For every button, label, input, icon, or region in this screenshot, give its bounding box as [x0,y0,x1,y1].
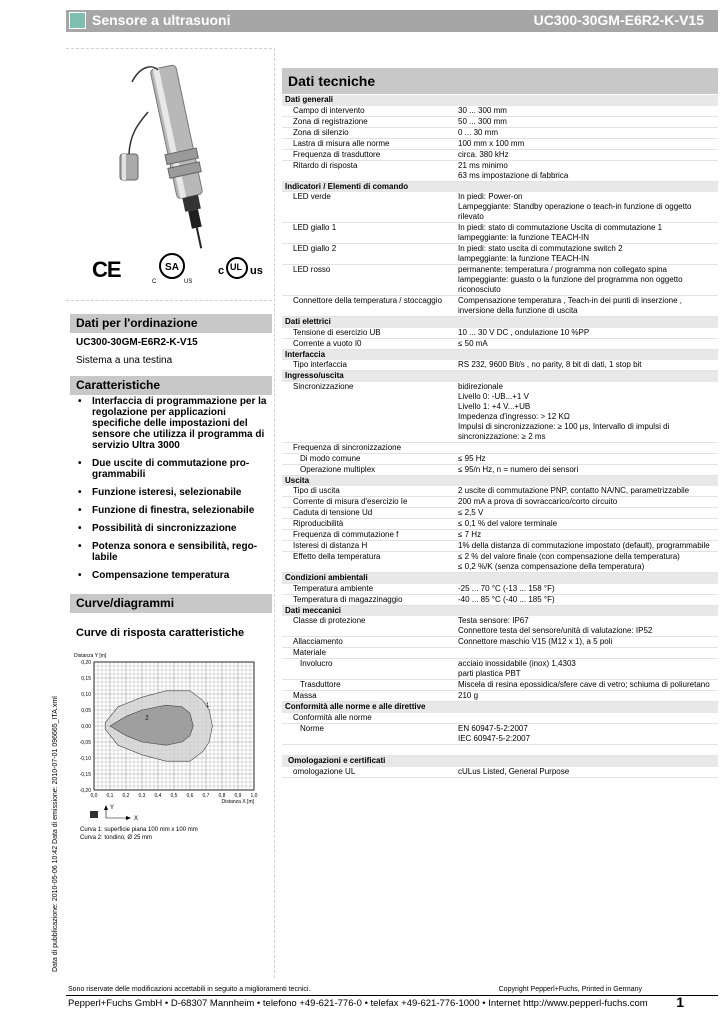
tech-row-value: 0 ... 30 mm [458,127,499,137]
tech-row-value: 210 g [458,691,479,700]
tech-row-label: LED giallo 1 [293,223,337,232]
feature-item: • Funzione isteresi, selezionabile [76,487,272,498]
tech-row [282,339,718,350]
tech-row-value: -40 ... 85 °C (-40 ... 185 °F) [458,594,555,604]
tech-row-value: -25 ... 70 °C (-13 ... 158 °F) [458,583,555,593]
tech-row-value: ≤ 2,5 V [458,508,484,517]
tech-group-title: Dati meccanici [282,606,718,617]
tech-row [282,552,718,573]
approvals-heading: Omologazioni e certificati [282,755,718,767]
tech-row-value [458,713,718,723]
tech-row-value: 2 uscite di commutazione PNP, contatto NA/NC, parametrizzabile [458,486,690,495]
tech-row-label: LED verde [293,192,331,201]
tech-row [282,139,718,150]
tech-heading: Dati tecniche [282,68,718,94]
tech-row-label: Isteresi di distanza H [293,541,368,550]
tech-row-label: Zona di silenzio [293,127,349,137]
feature-item: • Due uscite di commutazione pro-grammabili [76,458,272,480]
y-tick-label: -0,10 [79,756,91,762]
y-tick-label: 0,15 [81,676,91,682]
tech-row-label: Tipo di uscita [293,486,340,495]
footer-copyright: Copyright Pepperl+Fuchs, Printed in Germany [498,986,642,993]
brand-square-icon [69,12,86,29]
csa-us-label: US [184,279,193,285]
x-tick-label: 0,2 [122,793,130,799]
tech-group-title: Indicatori / Elementi di comando [282,182,718,193]
y-axis-label: Distanza Y [m] [74,653,107,659]
curve-note: Curva 1: superficie piana 100 mm x 100 mm [80,827,198,833]
tech-row [282,117,718,128]
x-tick-label: 0,7 [202,793,210,799]
x-tick-label: 0,1 [106,793,114,799]
tech-row-value: 30 ... 300 mm [458,105,507,115]
tech-row [282,637,718,648]
approvals-value: cULus Listed, General Purpose [458,766,570,776]
y-tick-label: 0,05 [81,708,91,714]
tech-row-value: 50 ... 300 mm [458,116,507,126]
tech-group-title: Conformità alle norme e alle direttive [282,702,718,713]
tech-row-value [458,648,718,658]
footer-divider [66,995,718,996]
tech-row-label: Tensione di esercizio UB [293,327,381,337]
tech-row-value: acciaio inossidabile (inox) 1,4303 parti plastica PBT [458,659,576,678]
tech-row-label: LED giallo 2 [293,244,337,253]
tech-row [282,691,718,702]
feature-item: • Possibilità di sincronizzazione [76,523,272,534]
features-heading: Caratteristiche [70,376,272,395]
x-tick-label: 0,4 [154,793,162,799]
tech-row [282,106,718,117]
tech-group-title: Uscita [282,476,718,487]
tech-row [282,161,718,182]
tech-row [282,724,718,745]
tech-row-value: In piedi: stato di commutazione Uscita di commutazione 1 lampeggiante: la funzione TEACH-IN [458,223,663,242]
ordering-model: UC300-30GM-E6R2-K-V15 [76,337,198,348]
tech-row-value: bidirezionale Livello 0: -UB...+1 V Livello 1: +4 V...+UB Impedenza d'ingresso: > 12 KΩ Impulsi di sincronizzazione: ≥ 100 µs, Intervallo di impulsi di sincronizzazione: ≥ 2 ms [458,381,670,441]
tech-row [282,648,718,659]
tech-group-title: Interfaccia [282,350,718,361]
tech-row-value: circa. 380 kHz [458,149,509,159]
fold-guide [66,48,272,49]
tech-row-value: 10 ... 30 V DC , ondulazione 10 %PP [458,327,590,337]
tech-row [282,595,718,606]
tech-row-value: ≤ 2 % del valore finale (con compensazione della temperatura) ≤ 0,2 %/K (senza compensazione della temperatura) [458,552,680,571]
ul-certification-mark [218,257,268,287]
tech-row-label: Temperatura di magazzinaggio [293,594,403,604]
x-tick-label: 0,0 [90,793,98,799]
y-tick-label: 0,20 [81,660,91,666]
tech-row-value: 1% della distanza di commutazione impostato (default), programmabile [458,541,710,550]
tech-row [282,244,718,265]
tech-row-label: Corrente a vuoto I0 [293,338,362,348]
tech-row-value: 100 mm x 100 mm [458,138,525,148]
ul-us-label: us [250,265,263,277]
tech-row-label: Massa [293,691,317,700]
curve-1-label: 1 [206,702,210,709]
tech-row-label: Materiale [293,648,326,657]
tech-row-label: Temperatura ambiente [293,583,374,593]
axis-x-letter: X [134,816,139,822]
tech-row-label: Zona di registrazione [293,116,368,126]
tech-row-label: LED rosso [293,265,331,274]
y-tick-label: -0,20 [79,788,91,794]
tech-row [282,150,718,161]
tech-group-title: Dati generali [282,95,718,106]
tech-row-label: Corrente di misura d'esercizio Ie [293,497,408,506]
tech-row [282,454,718,465]
feature-item: • Potenza sonora e sensibilità, rego-labile [76,541,272,563]
tech-row-label: Operazione multiplex [300,464,376,474]
tech-row [282,296,718,317]
tech-row [282,541,718,552]
axis-y-letter: Y [110,805,115,811]
ul-label: UL [230,262,242,272]
feature-item: • Funzione di finestra, selezionabile [76,505,272,516]
tech-row-label: Connettore della temperatura / stoccaggio [293,296,442,305]
tech-row [282,530,718,541]
curves-subheading: Curve di risposta caratteristiche [76,627,245,639]
footer-contact: Pepperl+Fuchs GmbH • D-68307 Mannheim • telefono +49-621-776-0 • telefax +49-621-776-1000 • Internet http://www.pepperl-fuchs.com [68,998,648,1009]
tech-row [282,584,718,595]
footer-note: Sono riservate delle modificazioni accettabili in seguito a miglioramenti tecnici. [68,986,311,993]
ce-mark: CE [92,257,121,282]
y-tick-label: 0,00 [81,724,91,730]
tech-row [282,497,718,508]
feature-item: • Compensazione temperatura [76,570,272,581]
ordering-heading: Dati per l'ordinazione [70,314,272,333]
tech-row-value [458,443,718,453]
ul-c-label: c [218,265,225,277]
tech-row-value: Miscela di resina epossidica/sfere cave di vetro; schiuma di poliuretano [458,680,710,689]
tech-row-label: Lastra di misura alle norme [293,138,390,148]
tech-row-label: Caduta di tensione Ud [293,508,373,517]
tech-group-title: Condizioni ambientali [282,573,718,584]
tech-row-label: Allacciamento [293,637,343,646]
sensor-symbol-icon [90,811,98,818]
tech-group-title: Dati elettrici [282,317,718,328]
response-curve-svg [66,648,272,848]
approvals-row [282,767,718,778]
tech-row [282,328,718,339]
tech-row [282,616,718,637]
tech-row-value: ≤ 95/n Hz, n = numero dei sensori [458,464,579,474]
tech-row-label: Tipo interfaccia [293,360,347,369]
tech-row-value: 200 mA a prova di sovraccarico/corto circuito [458,497,618,506]
y-tick-label: -0,15 [79,772,91,778]
tech-row [282,465,718,476]
tech-row-value: ≤ 7 Hz [458,530,482,539]
curve-2-label: 2 [145,715,149,722]
tech-row-value: 21 ms minimo 63 ms impostazione di fabbrica [458,160,569,180]
feature-item: • Interfaccia di programmazione per la regolazione per applicazioni specifiche delle impostazioni del sensore che utilizza il programma di servizio Ultra 3000 [76,396,272,451]
tech-row-label: Frequenza di sincronizzazione [293,442,402,452]
tech-row-label: Frequenza di trasduttore [293,149,381,159]
x-tick-label: 0,8 [218,793,226,799]
fold-guide [66,300,272,301]
svg-text:SA: SA [165,262,179,273]
tech-row [282,360,718,371]
document-header [66,10,718,32]
x-arrow-head-icon [126,816,131,820]
tech-row-label: Frequenza di commutazione f [293,530,399,539]
sensor-product-image [92,62,262,252]
curves-heading: Curve/diagrammi [70,594,272,613]
x-tick-label: 1,0 [250,793,258,799]
approvals-label: omologazione UL [293,766,356,776]
tech-row [282,128,718,139]
tech-row [282,223,718,244]
tech-row-value: Compensazione temperatura , Teach-in dei punti di inserzione , inversione della funzione di uscita [458,296,682,315]
tech-group-title: Ingresso/uscita [282,371,718,382]
x-tick-label: 0,5 [170,793,178,799]
tech-row-value: EN 60947-5-2:2007 IEC 60947-5-2:2007 [458,723,531,743]
tech-row [282,519,718,530]
tech-row [282,659,718,680]
x-tick-label: 0,9 [234,793,242,799]
curve-note: Curva 2: tondino, Ø 25 mm [80,835,153,841]
tech-row-value: Connettore maschio V15 (M12 x 1), a 5 poli [458,637,613,646]
csa-c-label: C [152,279,157,285]
y-arrow-head-icon [104,805,108,810]
tech-row-value: ≤ 95 Hz [458,453,486,463]
tech-row-value: RS 232, 9600 Bit/s , no parity, 8 bit di dati, 1 stop bit [458,360,642,369]
x-tick-label: 0,3 [138,793,146,799]
features-list [76,396,272,588]
tech-row [282,486,718,497]
table-spacer [282,745,718,755]
x-axis-label: Distanza X [m] [221,799,254,805]
tech-row-label: Campo di intervento [293,105,365,115]
tech-row-label: Di modo comune [300,453,361,463]
tech-row [282,382,718,443]
ordering-system: Sistema a una testina [76,355,173,366]
tech-row-value: In piedi: Power-on Lampeggiante: Standby operazione o teach-in funzione di oggetto rilevato [458,192,692,221]
x-tick-label: 0,6 [186,793,194,799]
response-curve-chart [66,648,272,848]
tech-row-value: permanente: temperatura / programma non collegato spina lampeggiante: guasto o la funzione del programma non oggetto riconosciuto [458,265,683,294]
tech-row-label: Involucro [300,659,333,668]
tech-row [282,508,718,519]
model-number: UC300-30GM-E6R2-K-V15 [533,12,704,28]
tech-row-label: Trasduttore [300,680,341,689]
tech-row [282,443,718,454]
tech-row-label: Conformità alle norme [293,712,372,722]
tech-row [282,713,718,724]
tech-row-value: ≤ 0,1 % del valore terminale [458,519,558,528]
page-number: 1 [676,994,684,1010]
tech-row [282,265,718,296]
tech-row-label: Ritardo di risposta [293,160,358,170]
publication-info: Data di pubblicazione: 2010-05-06 10:42 Data di emissione: 2010-07-01 096665_ITA.xml [52,696,59,972]
tech-row-label: Effetto della temperatura [293,552,381,561]
column-divider [274,48,275,978]
tech-row-value: ≤ 50 mA [458,338,488,348]
tech-row [282,192,718,223]
y-tick-label: 0,10 [81,692,91,698]
tech-row [282,680,718,691]
tech-row-label: Sincronizzazione [293,381,354,391]
tech-row-value: Testa sensore: IP67 Connettore testa del sensore/unità di valutazione: IP52 [458,616,653,635]
y-tick-label: -0,05 [79,740,91,746]
tech-row-label: Riproducibilità [293,519,344,528]
tech-table [282,95,718,778]
document-title: Sensore a ultrasuoni [92,12,231,28]
tech-row-label: Norme [300,723,325,733]
tech-row-value: In piedi: stato uscita di commutazione switch 2 lampeggiante: la funzione TEACH-IN [458,244,623,263]
tech-row-label: Classe di protezione [293,616,366,625]
